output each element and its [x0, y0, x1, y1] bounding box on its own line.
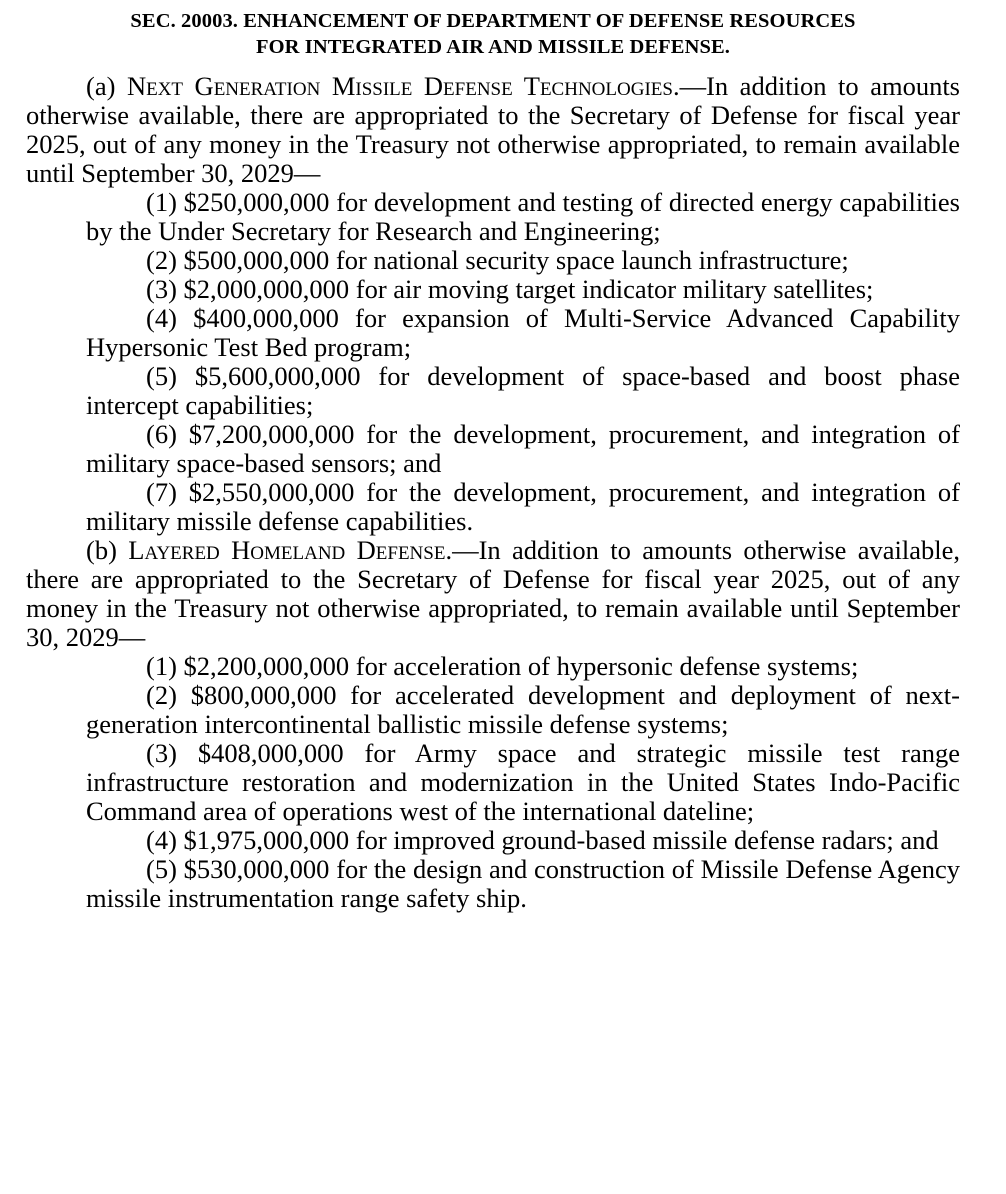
subsection-b-designator: (b) — [86, 535, 117, 565]
section-heading-line-2: FOR INTEGRATED AIR AND MISSILE DEFENSE. — [256, 36, 730, 58]
subsection-b-text: —In addition to amounts otherwise available, there are appropriated to the Secretary of Defense for fiscal year 2025, out of any money in the Treasury not otherwise appropriated, to remain available until September 30, 2029— — [26, 535, 961, 652]
subsection-a-item-4: (4) $400,000,000 for expansion of Multi-Service Advanced Capability Hypersonic Test Bed program; — [86, 303, 960, 362]
subsection-b-item-2: (2) $800,000,000 for accelerated development and deployment of next-generation intercontinental ballistic missile defense systems; — [86, 680, 960, 739]
subsection-a-title: Next Generation Missile Defense Technologies. — [126, 71, 680, 101]
section-heading-line-1: SEC. 20003. ENHANCEMENT OF DEPARTMENT OF DEFENSE RESOURCES — [130, 10, 856, 32]
section-heading — [26, 8, 960, 60]
subsection-b-item-4: (4) $1,975,000,000 for improved ground-based missile defense radars; and — [146, 825, 939, 855]
subsection-b-paragraph — [26, 536, 960, 652]
subsection-a-item-6: (6) $7,200,000,000 for the development, procurement, and integration of military space-based sensors; and — [86, 419, 960, 478]
subsection-b-item-3: (3) $408,000,000 for Army space and strategic missile test range infrastructure restoration and modernization in the United States Indo-Pacific Command area of operations west of the international dateline; — [86, 738, 960, 826]
subsection-a-paragraph — [26, 72, 960, 188]
subsection-a-text: —In addition to amounts otherwise available, there are appropriated to the Secretary of Defense for fiscal year 2025, out of any money in the Treasury not otherwise appropriated, to remain available until September 30, 2029— — [26, 71, 960, 188]
subsection-b-title: Layered Homeland Defense. — [128, 535, 453, 565]
subsection-a-item-3: (3) $2,000,000,000 for air moving target indicator military satellites; — [146, 274, 874, 304]
subsection-a-item-7: (7) $2,550,000,000 for the development, procurement, and integration of military missile defense capabilities. — [86, 477, 960, 536]
subsection-a-item-1: (1) $250,000,000 for development and testing of directed energy capabilities by the Under Secretary for Research and Engineering; — [86, 187, 960, 246]
subsection-a-item-5: (5) $5,600,000,000 for development of space-based and boost phase intercept capabilities; — [86, 361, 960, 420]
subsection-a-item-2: (2) $500,000,000 for national security space launch infrastructure; — [146, 245, 849, 275]
subsection-b-item-5: (5) $530,000,000 for the design and construction of Missile Defense Agency missile instrumentation range safety ship. — [86, 854, 960, 913]
subsection-b-item-1: (1) $2,200,000,000 for acceleration of hypersonic defense systems; — [146, 651, 859, 681]
subsection-a-designator: (a) — [86, 71, 116, 101]
